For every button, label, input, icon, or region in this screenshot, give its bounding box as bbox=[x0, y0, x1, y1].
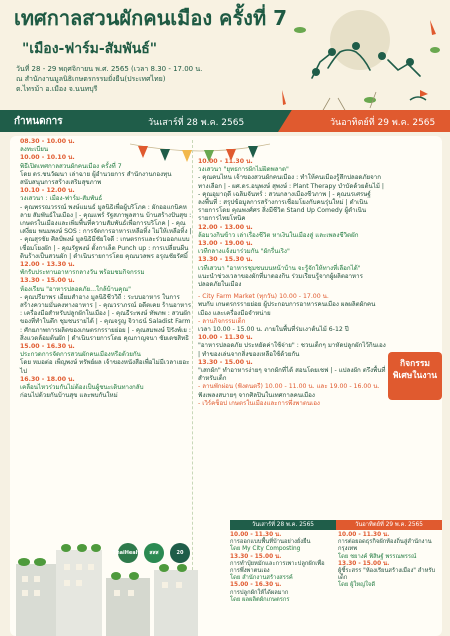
sat-title: ห้องเรียน "อาหารปลอดภัย...ใกล้บ้านคุณ" bbox=[20, 285, 131, 293]
special-detail: "อาหารปลอดภัย ประหยัดค่าใช้จ่าย" : ชวนเด็กๆ มาหัดปลูกผักไว้กินเอง | ทำของเล่นจากสิ่งของเหลือใช้ด้วยกัน bbox=[198, 342, 386, 358]
sat-time: 12.00 - 13.30 น. bbox=[20, 261, 75, 269]
sat-title: เคลื่อนไหวร่วมกันไม่ต้องเป็นผู้ชนะเดินทางกลับ bbox=[20, 384, 144, 392]
special-detail: เวลา 10.00 - 15.00 น. ภายในพื้นที่ร่มเงาต้นไม้ 6-12 ปี bbox=[198, 326, 349, 334]
event-venue: ณ สำนักงานมูลนิธิเกษตรกรรมยั่งยืน(ประเทศไทย) bbox=[16, 75, 166, 83]
special-detail: ฟังเพลงสบายๆ จากศิลปินในเทศกาลคนเมือง bbox=[198, 391, 315, 399]
sun-detail: แนะนำช่วงเวลาของผักที่มาดองกิน ร่วมเรียนรู้จากผู้ผลิตอาหารปลอดภัยในเมือง bbox=[198, 272, 363, 289]
workshop-sun-column bbox=[338, 532, 442, 590]
workshop-title: การปลูกผักให้ได้ผลมาก bbox=[230, 589, 289, 596]
sun-title: เวทีเสวนา "อาหารชุมชนบนหน้าบ้าน จะรู้จักให้ทางที่เลือกได้" bbox=[198, 264, 361, 272]
sat-time: 08.30 - 10.00 น. bbox=[20, 138, 75, 145]
sat-time: 16.30 - 18.00 น. bbox=[20, 375, 75, 383]
sat-detail: - คุณพรรณวรรณ์ พงษ์แมนธ์ มูลนิธิเพื่อผู้บริโภค : ผักออแกนิคหลาย สัมพันธ์ในเมือง | - คุณแพร์ รัฐสภาพูลสาน บ้านสร้างปันสุข : เกษตรในเมืองและเพิ่มพื้นที่ความสัมพันธ์เพื่อการบริโภค | - คุณเสงี่ยม พนมพงษ์ SOS : การจัดการอาหารเหลือทิ้ง ไม่ให้เหลือทิ้ง | - คุณสุรชัย ศิลป์พงษ์ มูลนิธิมีชัยใจดี : เกษตรกรและร่วมออกแบบเชื่อมโยงผัก | - คุณรัฐพงษ์ ตั้งกาเล็ด Punch up : การเปลี่ยนผืนดินร้างเป็นสวนผัก | ดำเนินรายการโดย คุณนวลพร อรุณชัยรัศมิ์ bbox=[20, 203, 192, 260]
sat-detail: ก่อนไปด้วยกันบ้านสุข และพบกันใหม่ bbox=[20, 392, 118, 400]
sun-title: เวทีกลางแจ้งมาร่วมกัน "ผักรื่นเริง" bbox=[198, 248, 290, 256]
workshop-sat-column bbox=[230, 532, 334, 604]
workshop-title: การต่อยอดธุรกิจผักท้องถิ่นสู่สำนักงานกรุงเทพ bbox=[338, 539, 432, 553]
workshop-sun-header: วันอาทิตย์ที่ 29 พ.ค. 2565 bbox=[336, 520, 442, 530]
workshop-time: 13.30 - 15.00 น. bbox=[230, 553, 282, 560]
badge-line2: พิเศษในงาน bbox=[392, 371, 438, 381]
sat-time: 10.10 - 12.00 น. bbox=[20, 187, 75, 195]
sunday-label: วันอาทิตย์ที่ 29 พ.ค. 2565 bbox=[330, 118, 436, 128]
sat-title: พิธีเปิดเทศกาลสวนผักคนเมือง ครั้งที่ 7 bbox=[20, 162, 122, 170]
special-title: - เวิร์คช็อป เกษตรในเมืองและการพึ่งพาตนเอง bbox=[198, 399, 320, 407]
special-activities bbox=[198, 293, 386, 408]
poster-header bbox=[0, 0, 450, 118]
decoration-illustration bbox=[270, 0, 450, 118]
thaihealth-logo: ThaiHealth bbox=[118, 543, 138, 563]
event-date: วันที่ 28 - 29 พฤศจิกายน พ.ศ. 2565 (เวลา 8.30 - 17.00 น. bbox=[16, 65, 203, 73]
special-detail: "เสกผัก" ทำอาหารง่ายๆ จากผักที่ได้ สอนโดยเชฟ | - แปลงผัก ตรึงพื้นที่สำหรับเด็ก bbox=[198, 367, 386, 383]
page-title: เทศกาลสวนผักคนเมือง ครั้งที่ 7 bbox=[14, 6, 288, 30]
workshop-table bbox=[230, 520, 442, 632]
special-title: - ลานพักผ่อน (ฟังดนตรี) 10.00 - 11.00 น. และ 19.00 - 16.00 น. bbox=[198, 383, 380, 391]
workshop-sat-header: วันเสาร์ที่ 28 พ.ค. 2565 bbox=[230, 520, 336, 530]
badge-line1: กิจกรรม bbox=[399, 359, 430, 369]
workshop-by: โดย ผู้ใหญ่ใจดี bbox=[338, 582, 376, 589]
sun-time: 10.00 - 11.30 น. bbox=[198, 158, 253, 165]
sun-title: วงเสวนา "ยุทธการผักไม่ผิดพลาด" bbox=[198, 166, 289, 174]
sunday-column bbox=[198, 138, 386, 408]
sat-title: ประกวดการจัดการสวนผักคนเมืองหรือด้วยกัน bbox=[20, 351, 141, 359]
sponsor-logos bbox=[112, 543, 190, 563]
workshop-time: 15.00 - 16.30 น. bbox=[230, 582, 282, 589]
city-farm-illustration bbox=[10, 520, 228, 636]
workshop-title: ผู้ชี้ระสรร "ห้องเรียนสร้างเมือง" สำหรับเด็ก bbox=[338, 568, 436, 582]
anniversary-logo: 20 bbox=[170, 543, 190, 563]
saturday-column bbox=[20, 138, 192, 401]
sun-title: ล้อมวงกินข้าว เล่าเรื่องชีวิต หาเงินในเมืองสู่ และเพลงชีวิตผัก bbox=[198, 231, 359, 239]
sat-title: ลงทะเบียน bbox=[20, 146, 49, 154]
event-info bbox=[16, 64, 261, 94]
event-location: ต.ไทรม้า อ.เมือง จ.นนทบุรี bbox=[16, 85, 98, 93]
page-subtitle: "เมือง-ฟาร์ม-สัมพันธ์" bbox=[22, 41, 158, 57]
schedule-label: กำหนดการ bbox=[14, 116, 63, 127]
sun-time: 13.00 - 19.00 น. bbox=[198, 240, 253, 248]
sat-time: 13.30 - 15.00 น. bbox=[20, 277, 75, 285]
sun-detail: - คุณคนไหน เจ้าของสวนผักคนเมือง : ทำให้คนเมืองรู้สึกปลอดภัยจากทางเลือก | - ผศ.ดร.อนุพงษ์ สุพงษ์ : Plant Therapy บำบัดด้วยต้นไม้ | - คุณอุมาฤดี เฉลิมจันทร์ : สวนกลางเมืองชีวภาพ | - คุณนรเศรษฐ์ ลงพื้นที่ : สรุปข้อมูลการสร้างการเชื่อมโยงกับคนรุ่นใหม่ | ดำเนินรายการโดย คุณพงศ์ศร สิ่งมีชีวิต Stand Up Comedy ผู้ดำเนินรายการไทยโทนิค bbox=[198, 174, 384, 223]
column-divider bbox=[192, 140, 193, 580]
special-title: 13.30 - 15.00 น. bbox=[198, 358, 253, 366]
workshop-time: 10.00 - 11.30 น. bbox=[230, 532, 282, 538]
workshop-title: การทำปุ๋ยหมักและการเพาะปลูกผักเพื่อการพึ่งพาตนเอง bbox=[230, 560, 325, 575]
sat-title: พักรับประทานอาหารกลางวัน พร้อมชมกิจกรรม bbox=[20, 269, 145, 277]
special-title: 10.00 - 11.30 น. bbox=[198, 334, 253, 342]
workshop-time: 13.30 - 15.00 น. bbox=[338, 560, 390, 567]
sat-detail: โดย หมอต่อ เพ็ญพงษ์ ทรัพย์ผล เจ้าของหนังสือเพื่อไม่มีเวลาเยอะไป bbox=[20, 359, 190, 375]
sun-time: 12.00 - 13.00 น. bbox=[198, 223, 253, 231]
workshop-by: โดย ชยางค์ พิสิษฐ์ พรรณพรรณ์ bbox=[338, 553, 417, 560]
workshop-by: โดย My City Composting bbox=[230, 546, 301, 553]
sat-title: วงเสวนา : เมือง-ฟาร์ม-สัมพันธ์ bbox=[20, 195, 103, 203]
sun-time: 13.30 - 15.30 น. bbox=[198, 256, 253, 264]
workshop-title: การออกแบบพื้นที่บ้านอย่างยั่งยืน bbox=[230, 539, 311, 546]
special-detail: พบกับ เกษตรกรรายย่อย ผู้ประกอบการอาหารคนเมือง ผลผลิตผักคนเมือง และเครื่องมือจำหน่าย bbox=[198, 301, 376, 317]
sat-time: 10.00 - 10.10 น. bbox=[20, 154, 75, 162]
sat-time: 15.00 - 16.30 น. bbox=[20, 343, 75, 351]
workshop-time: 10.00 - 11.30 น. bbox=[338, 532, 390, 538]
workshop-by: โดย สำนักงานสร้างสรรค์ bbox=[230, 575, 293, 582]
special-title: - ลานกิจกรรมเด็ก bbox=[198, 317, 246, 325]
sat-detail: - คุณปรียาพร เอี่ยมสำอาง มูลนิธิชีววิถี : ระบบอาหาร ในการสร้างความมั่นคงทางอาหาร | - คุณวราภรณ์ อดีตเคย ร้านอาหาร : เครื่องมือสำหรับปลูกผักในเมือง | - คุณธีระพงษ์ ทัพภพ : สวนผักของที่ทำในตึก ชุมชนรายได้ | - คุณจรูญ จิวาธน์ Saladist Farm : ศักยภาพการผลิตของเกษตรกรรายย่อย | - คุณสมพงษ์ ปิรังพ์เย : สิ่งแวดล้อมต้นผัก | ดำเนินรายการโดย คุณกาญจนา ชัยเดชสิทธิ bbox=[20, 293, 192, 342]
special-title: - City Farm Market (ทุกวัน) 10.00 - 17.00 น. bbox=[198, 293, 329, 301]
sat-detail: โดย ดร.ชนวัฒนา เล่าฉาย ผู้อำนวยการ สำนักงานกองทุนสนับสนุนการสร้างเสริมสุขภาพ bbox=[20, 170, 172, 187]
sss-logo: สสส bbox=[144, 543, 164, 563]
special-activity-badge bbox=[388, 352, 442, 400]
workshop-by: โดย ผลผลิตผักเกษตรกร bbox=[230, 596, 290, 603]
saturday-label: วันเสาร์ที่ 28 พ.ค. 2565 bbox=[148, 118, 245, 128]
